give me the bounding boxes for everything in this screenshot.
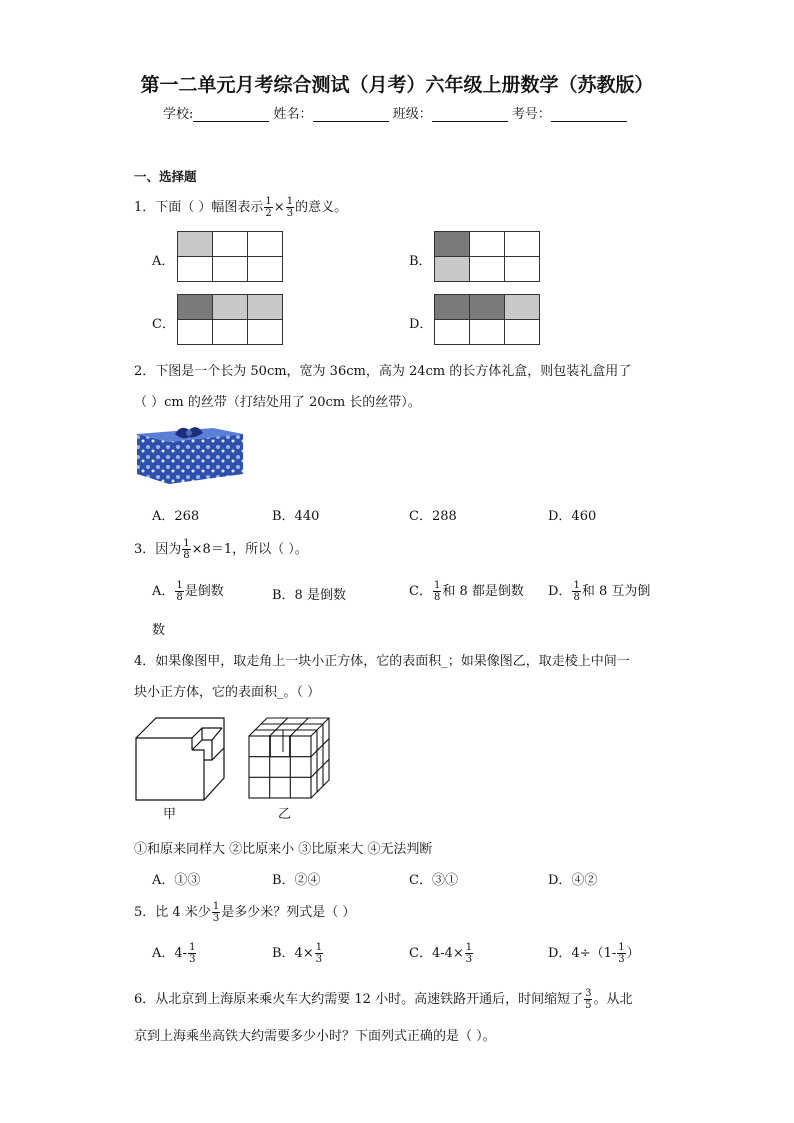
gift-box-image: [135, 424, 245, 486]
q4-option-d[interactable]: D．④②: [548, 873, 598, 888]
q3-option-c[interactable]: C． $\frac{1}{8}$ 和 8 都是倒数: [409, 580, 524, 603]
school-label: 学校:: [163, 107, 194, 122]
q3-option-a[interactable]: A． $\frac{1}{8}$ 是倒数: [152, 580, 224, 603]
fraction: $\frac{1}{8}$: [183, 538, 190, 561]
student-info-line: [163, 103, 627, 122]
q5-option-d[interactable]: D．4÷（1- $\frac{1}{3}$ ）: [548, 942, 640, 965]
q5-option-a[interactable]: A．4- $\frac{1}{3}$: [152, 942, 196, 965]
question-5: 5．比 4 米少 $\frac{1}{3}$ 是多少米？列式是（ ）: [134, 901, 356, 924]
fraction: $\frac{1}{3}$: [618, 942, 625, 965]
cube-figure-jia: [134, 716, 228, 802]
fraction: $\frac{1}{8}$: [573, 580, 580, 603]
question-4-line1: 4．如果像图甲，取走角上一块小正方体，它的表面积_；如果像图乙，取走棱上中间一: [134, 654, 630, 669]
question-4-line2: 块小正方体，它的表面积_。（ ）: [134, 685, 321, 700]
exam-no-blank[interactable]: [551, 107, 627, 122]
question-3: 3．因为 $\frac{1}{8}$ ×8＝1，所以（ ）。: [134, 538, 308, 561]
cube-figure-yi: [247, 716, 331, 802]
q1-option-d-label[interactable]: D．: [409, 317, 433, 332]
q1-option-c-grid[interactable]: [177, 294, 283, 345]
fraction: $\frac{1}{3}$: [465, 942, 473, 965]
class-label: 班级：: [392, 107, 432, 122]
question-2-line2: （ ）cm 的丝带（打结处用了 20cm 长的丝带）。: [134, 395, 421, 410]
q3-option-d-wrap: 数: [152, 623, 166, 638]
q5-option-b[interactable]: B．4× $\frac{1}{3}$: [272, 942, 323, 965]
fraction: $\frac{3}{5}$: [585, 988, 592, 1011]
name-label: 姓名：: [273, 107, 313, 122]
q4-choices: ①和原来同样大 ②比原来小 ③比原来大 ④无法判断: [134, 842, 433, 857]
q1-option-a-grid[interactable]: [177, 231, 283, 282]
q1-option-b-grid[interactable]: [434, 231, 540, 282]
q1-text: 1．下面（ ）幅图表示: [134, 200, 264, 215]
q2-option-c[interactable]: C．288: [409, 509, 457, 524]
q4-option-c[interactable]: C．③①: [409, 873, 458, 888]
label-jia: 甲: [163, 807, 177, 822]
q1-option-a-label[interactable]: A．: [152, 254, 175, 269]
q1-option-d-grid[interactable]: [434, 294, 540, 345]
class-blank[interactable]: [432, 107, 508, 122]
question-6-line2: 京到上海乘坐高铁大约需要多少小时？下面列式正确的是（ ）。: [134, 1029, 496, 1044]
page-title: 第一二单元月考综合测试（月考）六年级上册数学（苏教版）: [140, 74, 654, 96]
label-yi: 乙: [278, 807, 292, 822]
q2-option-b[interactable]: B．440: [272, 509, 320, 524]
q4-option-b[interactable]: B．②④: [272, 873, 321, 888]
q3-option-d[interactable]: D． $\frac{1}{8}$ 和 8 互为倒: [548, 580, 651, 603]
question-2-line1: 2．下图是一个长为 50cm，宽为 36cm，高为 24cm 的长方体礼盒，则包装礼盒用了: [134, 364, 632, 379]
q5-option-c[interactable]: C．4-4× $\frac{1}{3}$: [409, 942, 473, 965]
fraction: $\frac{1}{8}$: [176, 580, 183, 603]
name-blank[interactable]: [313, 107, 389, 122]
fraction: $\frac{1}{3}$: [286, 196, 294, 219]
school-blank[interactable]: [193, 107, 269, 122]
q1-option-b-label[interactable]: B．: [409, 254, 432, 269]
section-title: 一、选择题: [134, 169, 197, 184]
q4-option-a[interactable]: A．①③: [152, 873, 201, 888]
exam-no-label: 考号：: [511, 107, 551, 122]
question-1: 1．下面（ ）幅图表示 $\frac{1}{2}$ × $\frac{1}{3}$ 的意义。: [134, 196, 348, 219]
q3-option-b[interactable]: B．8 是倒数: [272, 588, 346, 603]
fraction: $\frac{1}{3}$: [189, 942, 196, 965]
q2-option-a[interactable]: A．268: [152, 509, 200, 524]
q2-option-d[interactable]: D．460: [548, 509, 597, 524]
question-6-line1: 6．从北京到上海原来乘火车大约需要 12 小时。高速铁路开通后，时间缩短了 $\frac{3}{5}$ 。从北: [134, 988, 633, 1011]
fraction: $\frac{1}{8}$: [433, 580, 441, 603]
fraction: $\frac{1}{3}$: [212, 901, 220, 924]
fraction: $\frac{1}{2}$: [265, 196, 272, 219]
q1-option-c-label[interactable]: C．: [152, 317, 175, 332]
fraction: $\frac{1}{3}$: [315, 942, 323, 965]
